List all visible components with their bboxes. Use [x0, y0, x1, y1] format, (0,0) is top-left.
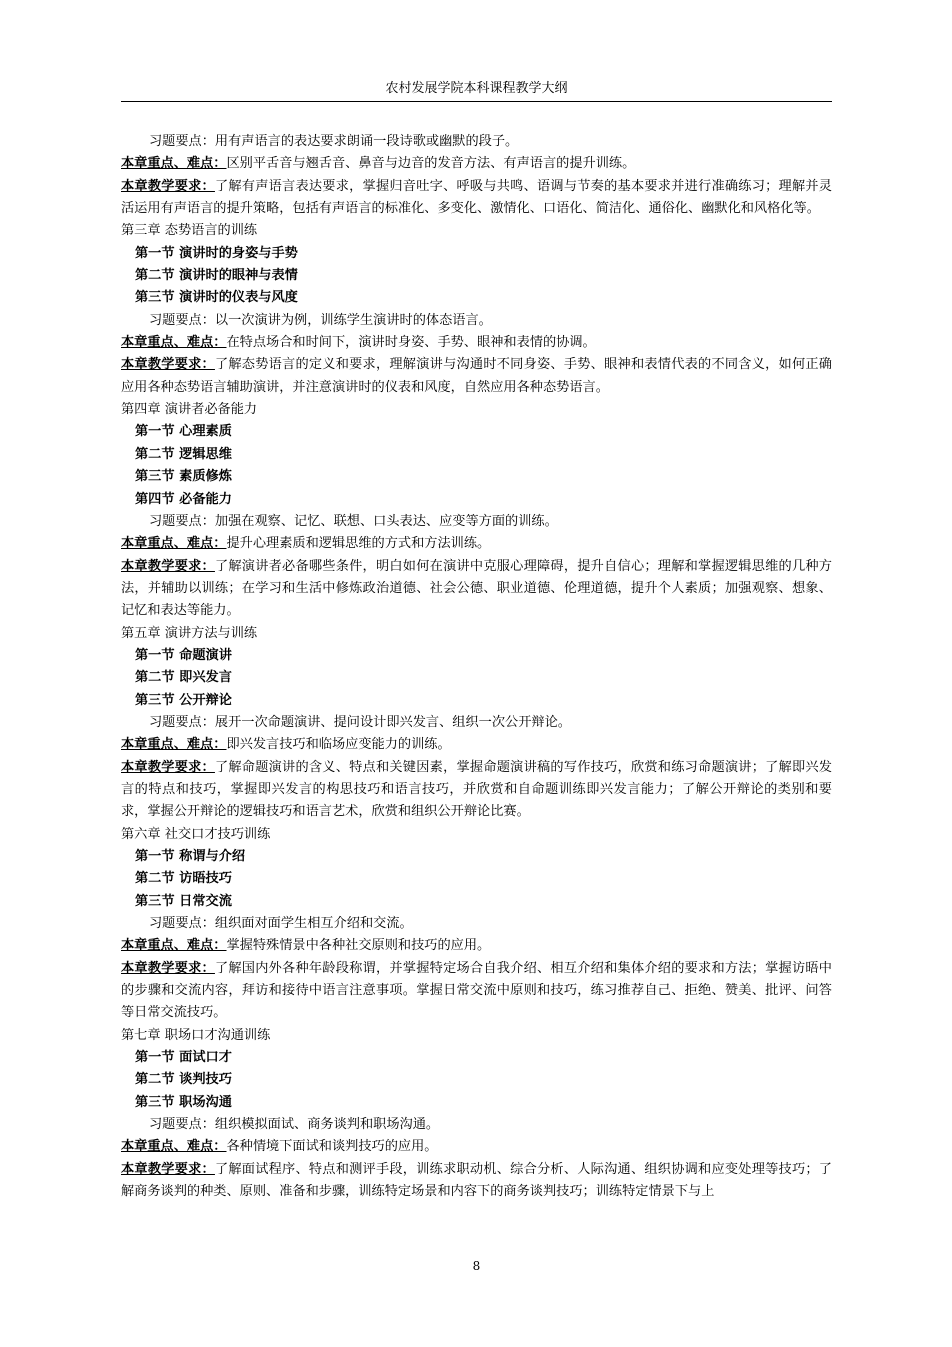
page-body: [121, 131, 832, 1204]
chapter-title: 第五章 演讲方法与训练: [121, 625, 258, 641]
section-heading: 第三节 演讲时的仪表与风度: [135, 290, 298, 306]
requirements-paragraph: [121, 354, 832, 399]
section-heading: 第一节 称谓与介绍: [135, 849, 246, 864]
section-heading: 第一节 演讲时的身姿与手势: [135, 245, 298, 261]
requirements-text: 了解国内外各种年龄段称谓，并掌握特定场合自我介绍、相互介绍和集体介绍的要求和方法；掌握访晤中的步骤和交流内容，拜访和接待中语言注意事项。掌握日常交流中原则和技巧，练习推荐自己、拒绝、赞美、批评、问答等日常交流技巧。: [121, 960, 832, 1021]
requirements-label: 本章教学要求：: [121, 357, 215, 373]
requirements-paragraph: [121, 757, 832, 824]
requirements-text: 了解面试程序、特点和测评手段，训练求职动机、综合分析、人际沟通、组织协调和应变处理等技巧；了解商务谈判的种类、原则、准备和步骤，训练特定场景和内容下的商务谈判技巧；训练特定情景下与上: [121, 1161, 832, 1200]
section-heading: 第三节 公开辩论: [135, 692, 232, 708]
requirements-label: 本章教学要求：: [121, 960, 215, 976]
requirements-label: 本章教学要求：: [121, 759, 215, 775]
key-points-paragraph: [121, 153, 832, 175]
key-points-label: 本章重点、难点：: [121, 156, 227, 172]
section-heading: 第一节 心理素质: [135, 424, 232, 440]
section-heading: 第一节 面试口才: [135, 1050, 232, 1066]
header-rule: [121, 101, 832, 102]
exercise-note: 习题要点：加强在观察、记忆、联想、口头表达、应变等方面的训练。: [149, 513, 558, 529]
exercise-note: 习题要点：用有声语言的表达要求朗诵一段诗歌或幽默的段子。: [149, 134, 519, 149]
requirements-paragraph: [121, 556, 832, 623]
section-heading: 第二节 谈判技巧: [135, 1072, 232, 1088]
section-heading: 第二节 逻辑思维: [135, 446, 232, 462]
requirements-paragraph: [121, 1159, 832, 1204]
section-heading: 第二节 即兴发言: [135, 670, 232, 686]
requirements-label: 本章教学要求：: [121, 1161, 215, 1177]
section-heading: 第二节 访晤技巧: [135, 871, 232, 887]
section-heading: 第三节 日常交流: [135, 893, 232, 909]
key-points-label: 本章重点、难点：: [121, 536, 227, 552]
requirements-label: 本章教学要求：: [121, 558, 215, 574]
requirements-label: 本章教学要求：: [121, 178, 215, 194]
section-heading: 第三节 素质修炼: [135, 469, 232, 485]
chapter-title: 第六章 社交口才技巧训练: [121, 826, 271, 842]
chapter-title: 第七章 职场口才沟通训练: [121, 1027, 271, 1043]
key-points-text: 即兴发言技巧和临场应变能力的训练。: [226, 737, 451, 753]
chapter-title: 第三章 态势语言的训练: [121, 223, 258, 239]
key-points-paragraph: [121, 935, 832, 957]
exercise-note: 习题要点：以一次演讲为例，训练学生演讲时的体态语言。: [149, 312, 492, 328]
key-points-label: 本章重点、难点：: [121, 335, 227, 351]
key-points-text: 各种情境下面试和谈判技巧的应用。: [226, 1139, 438, 1155]
section-heading: 第一节 命题演讲: [135, 647, 232, 663]
requirements-text: 了解态势语言的定义和要求，理解演讲与沟通时不同身姿、手势、眼神和表情代表的不同含义，如何正确应用各种态势语言辅助演讲，并注意演讲时的仪表和风度，自然应用各种态势语言。: [121, 357, 832, 395]
chapter-title: 第四章 演讲者必备能力: [121, 402, 258, 418]
page-header-title: 农村发展学院本科课程教学大纲: [385, 81, 568, 96]
key-points-label: 本章重点、难点：: [121, 737, 227, 753]
requirements-paragraph: [121, 176, 832, 221]
requirements-text: 了解有声语言表达要求，掌握归音吐字、呼吸与共鸣、语调与节奏的基本要求并进行准确练习；理解并灵活运用有声语言的提升策略，包括有声语言的标准化、多变化、激情化、口语化、简洁化、通俗化、幽默化和风格化等。: [121, 178, 832, 217]
requirements-paragraph: [121, 958, 832, 1025]
key-points-paragraph: [121, 1136, 832, 1158]
key-points-label: 本章重点、难点：: [121, 1139, 227, 1155]
section-heading: 第三节 职场沟通: [135, 1094, 232, 1110]
requirements-text: 了解演讲者必备哪些条件，明白如何在演讲中克服心理障碍，提升自信心；理解和掌握逻辑思维的几种方法，并辅助以训练；在学习和生活中修炼政治道德、社会公德、职业道德、伦理道德，提升个人素质；加强观察、想象、记忆和表达等能力。: [121, 558, 832, 619]
exercise-note: 习题要点：组织面对面学生相互介绍和交流。: [149, 916, 413, 932]
requirements-text: 了解命题演讲的含义、特点和关键因素，掌握命题演讲稿的写作技巧，欣赏和练习命题演讲；了解即兴发言的特点和技巧，掌握即兴发言的构思技巧和语言技巧，并欣赏和自命题训练即兴发言能力；了解公开辩论的类别和要求，掌握公开辩论的逻辑技巧和语言艺术，欣赏和组织公开辩论比赛。: [121, 759, 832, 820]
key-points-paragraph: [121, 734, 832, 756]
key-points-text: 在特点场合和时间下，演讲时身姿、手势、眼神和表情的协调。: [226, 335, 596, 351]
page-number: 8: [472, 1259, 481, 1273]
exercise-note: 习题要点：展开一次命题演讲、提问设计即兴发言、组织一次公开辩论。: [149, 714, 571, 730]
key-points-text: 提升心理素质和逻辑思维的方式和方法训练。: [226, 536, 491, 552]
key-points-text: 区别平舌音与翘舌音、鼻音与边音的发音方法、有声语言的提升训练。: [226, 156, 636, 172]
exercise-note: 习题要点：组织模拟面试、商务谈判和职场沟通。: [149, 1117, 440, 1133]
key-points-label: 本章重点、难点：: [121, 938, 227, 954]
key-points-paragraph: [121, 332, 832, 354]
section-heading: 第二节 演讲时的眼神与表情: [135, 268, 298, 284]
section-heading: 第四节 必备能力: [135, 491, 232, 507]
key-points-paragraph: [121, 533, 832, 555]
key-points-text: 掌握特殊情景中各种社交原则和技巧的应用。: [226, 938, 491, 954]
